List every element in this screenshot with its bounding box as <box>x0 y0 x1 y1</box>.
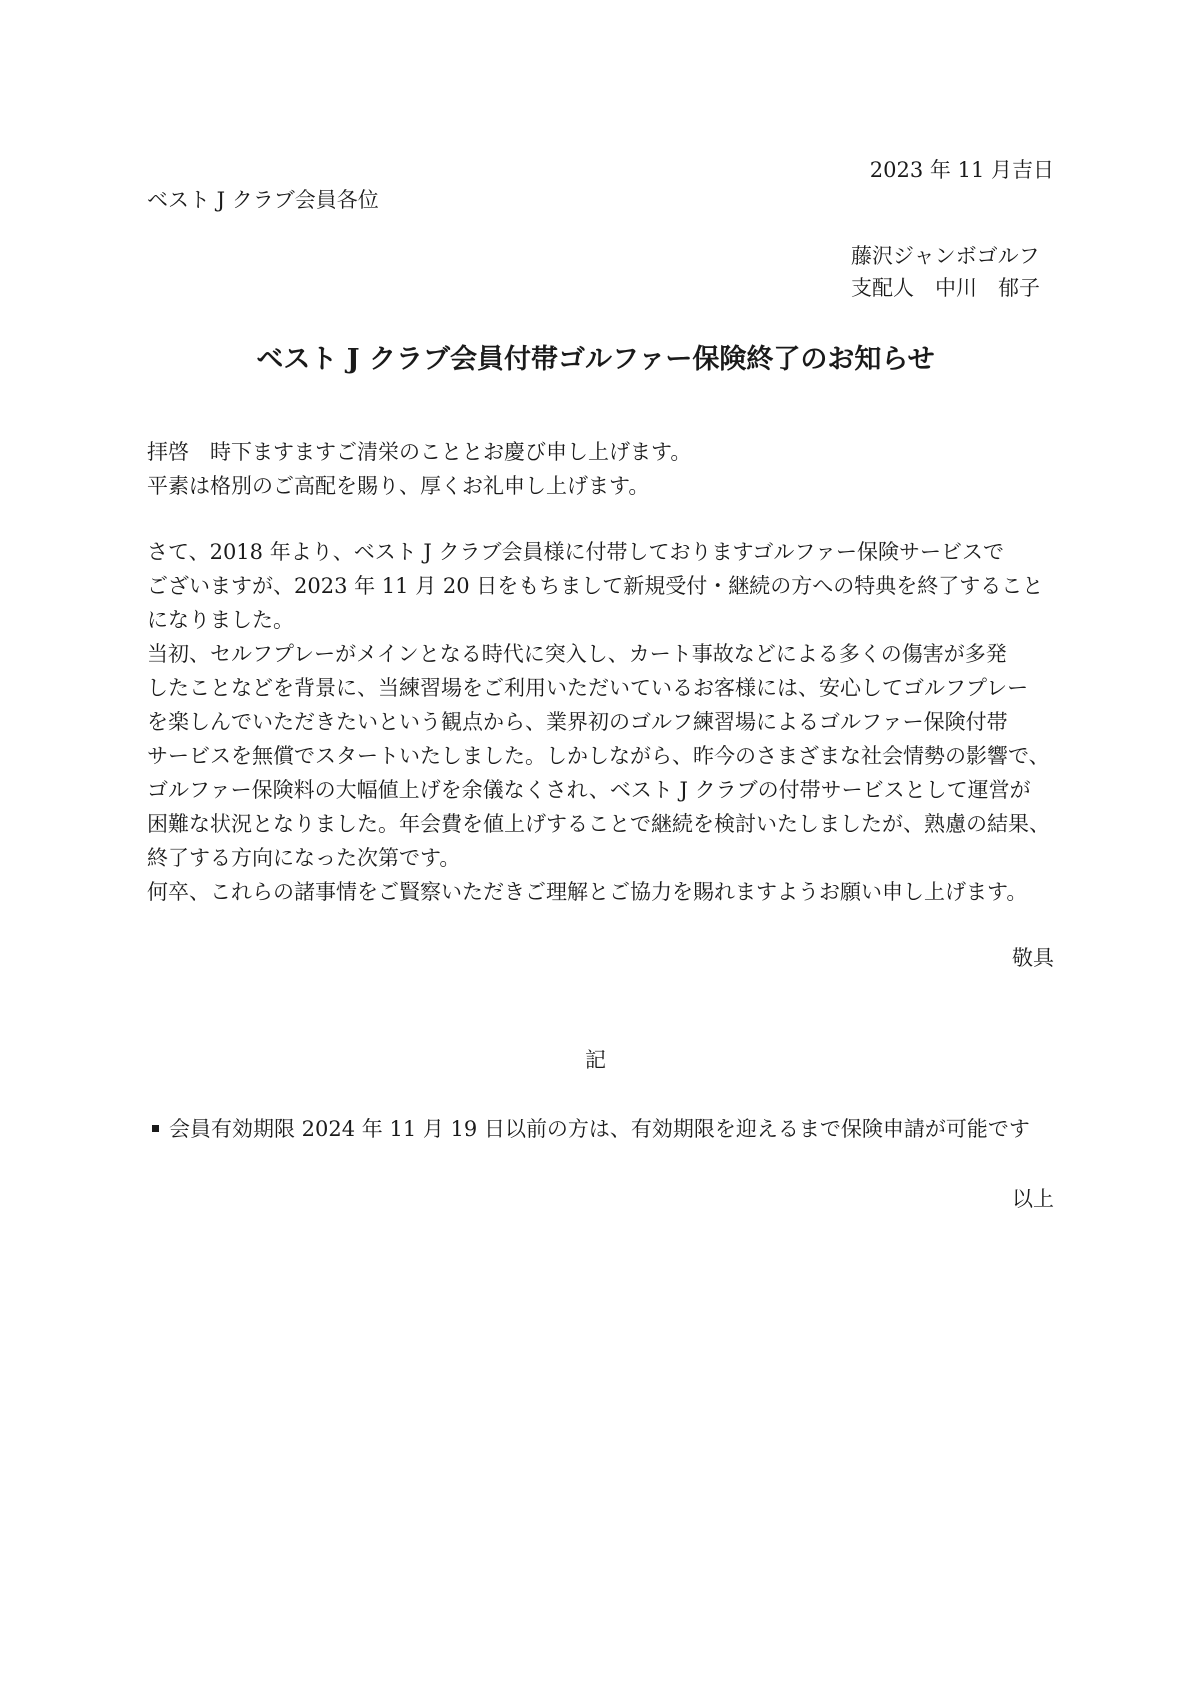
body-line: を楽しんでいただきたいという観点から、業界初のゴルフ練習場によるゴルファー保険付帯 <box>147 710 1008 734</box>
body-line: ございますが、2023 年 11 月 20 日をもちまして新規受付・継続の方への特典を終了すること <box>147 574 1044 598</box>
body-line: 当初、セルフプレーがメインとなる時代に突入し、カート事故などによる多くの傷害が多発 <box>147 642 1007 666</box>
ki-heading: 記 <box>585 1048 606 1072</box>
body-line: 何卒、これらの諸事情をご賢察いただきご理解とご協力を賜れますようお願い申し上げます。 <box>147 880 1028 904</box>
body-line: 困難な状況となりました。年会費を値上げすることで継続を検討いたしましたが、熟慮の結果、 <box>147 812 1050 836</box>
body-line: ゴルファー保険料の大幅値上げを余儀なくされ、ベスト J クラブの付帯サービスとして運営が <box>147 778 1031 802</box>
body-paragraph <box>147 535 1067 909</box>
sender-person: 支配人 中川 郁子 <box>851 276 1040 300</box>
bullet-icon <box>152 1125 159 1132</box>
body-line: さて、2018 年より、ベスト J クラブ会員様に付帯しておりますゴルファー保険サービスで <box>147 540 1004 564</box>
closing-ijou: 以上 <box>1012 1187 1054 1211</box>
sender-block <box>851 241 1040 305</box>
body-line: したことなどを背景に、当練習場をご利用いただいているお客様には、安心してゴルフプレー <box>147 676 1029 700</box>
body-line: 終了する方向になった次第です。 <box>147 846 461 870</box>
greeting-paragraph <box>147 435 1067 503</box>
note-item <box>152 1114 1030 1144</box>
page-title: ベスト J クラブ会員付帯ゴルファー保険終了のお知らせ <box>256 344 935 375</box>
recipient: ベスト J クラブ会員各位 <box>147 188 379 212</box>
greeting-line: 平素は格別のご高配を賜り、厚くお礼申し上げます。 <box>147 474 650 498</box>
body-line: になりました。 <box>147 608 294 632</box>
note-text: 会員有効期限 2024 年 11 月 19 日以前の方は、有効期限を迎えるまで保険申請が可能です <box>169 1117 1030 1141</box>
letter-date: 2023 年 11 月吉日 <box>869 158 1054 182</box>
body-line: サービスを無償でスタートいたしました。しかしながら、昨今のさまざまな社会情勢の影響で、 <box>147 744 1050 768</box>
closing-keigu: 敬具 <box>1012 946 1054 970</box>
sender-organization: 藤沢ジャンボゴルフ <box>851 244 1040 268</box>
greeting-line: 拝啓 時下ますますご清栄のこととお慶び申し上げます。 <box>147 440 692 464</box>
